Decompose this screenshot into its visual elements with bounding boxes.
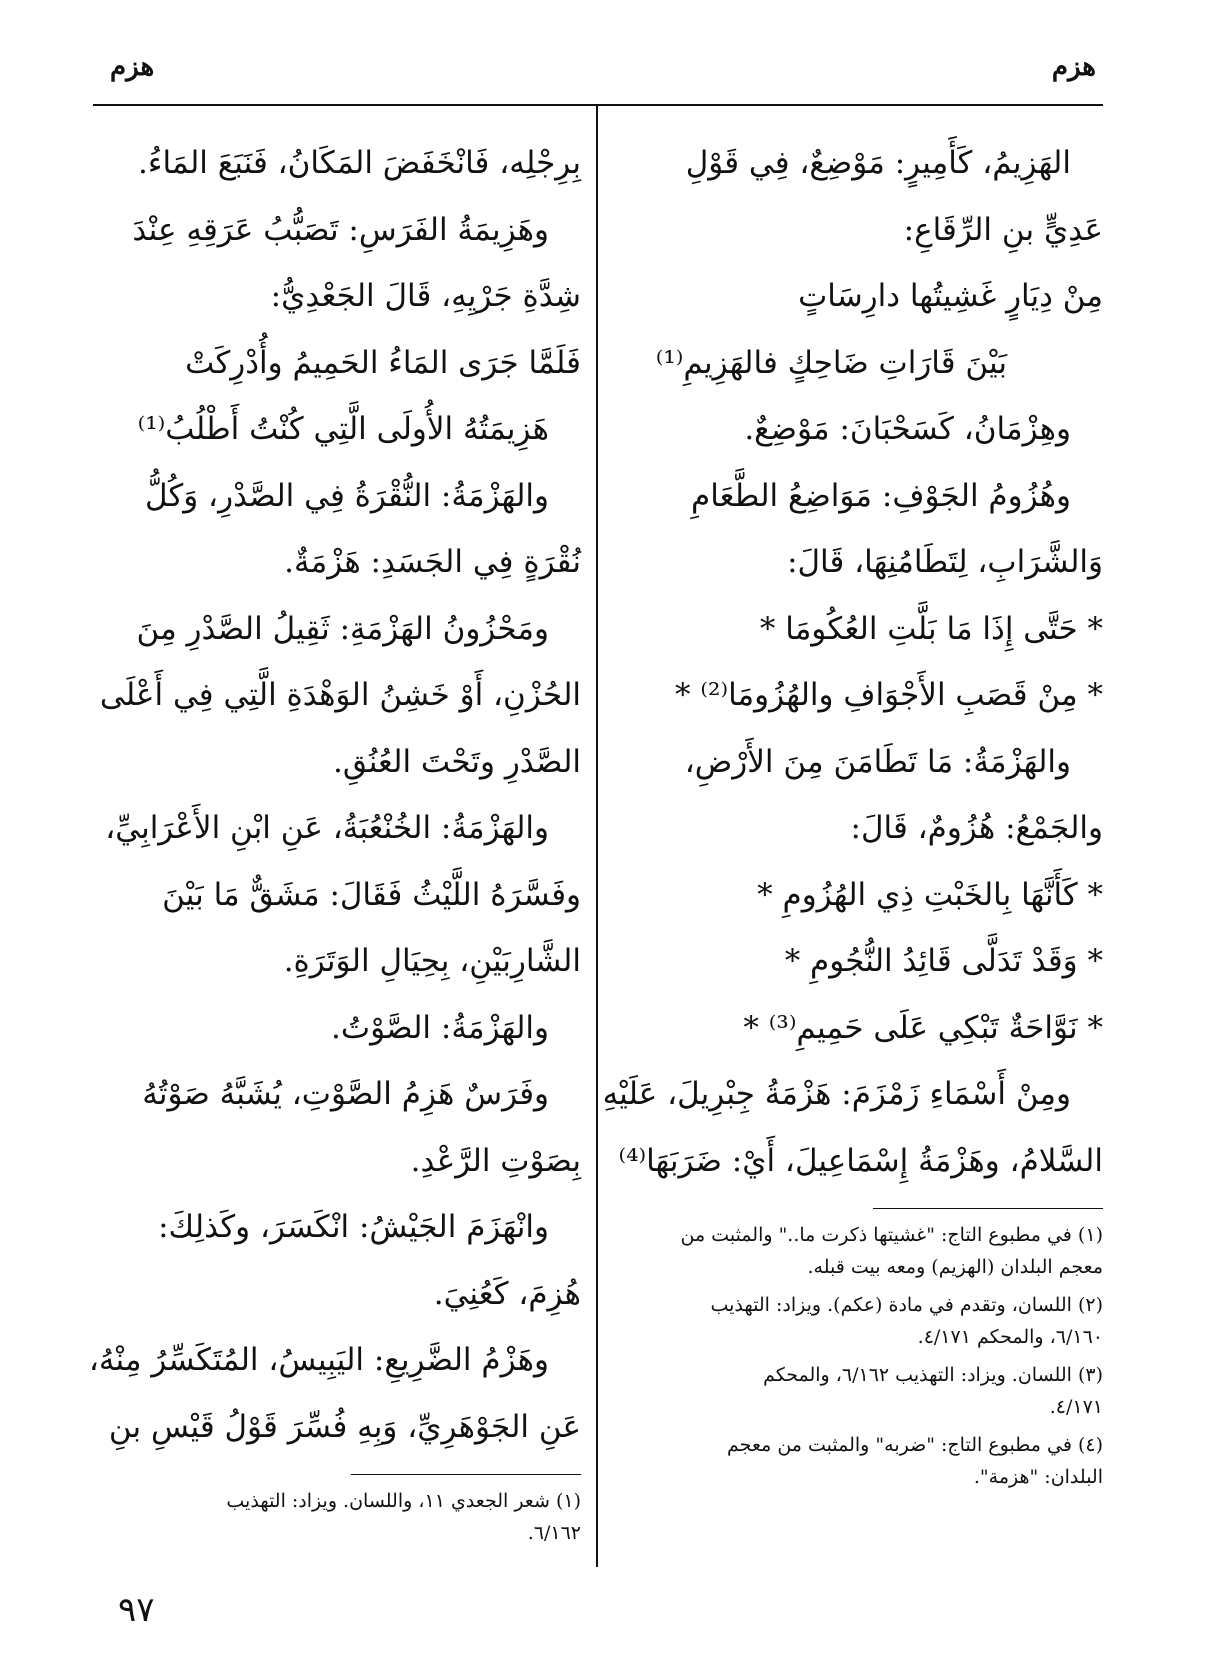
text-line: شِدَّةِ جَرْيِهِ، قَالَ الجَعْدِيُّ:	[270, 278, 581, 314]
text-line: هُزِمَ، كَعُنِيَ.	[433, 1275, 581, 1312]
footnote-rule	[873, 1208, 1103, 1209]
header-rule	[93, 104, 1103, 106]
text-line: والهَزْمَةُ: مَا تَطَامَنَ مِنَ الأَرْضِ،	[684, 743, 1071, 780]
running-header-right: هزم	[1051, 52, 1096, 82]
text-line: والجَمْعُ: هُزُومٌ، قَالَ:	[850, 810, 1103, 846]
running-header-left: هزم	[110, 52, 155, 82]
text-line: ومِنْ أَسْمَاءِ زَمْزَمَ: هَزْمَةُ جِبْرِيلَ، عَلَيْهِ	[602, 1076, 1071, 1112]
verse-line: فَلَمَّا جَرَى المَاءُ الحَمِيمُ وأُدْرِكَتْ	[185, 344, 581, 381]
verse-line: * نَوَّاحَةٌ تَبْكِي عَلَى حَمِيمِ⁽³⁾ *	[743, 1009, 1103, 1046]
footnote-line: (١) في مطبوع التاج: "غشيتها ذكرت ما.." والمثبت من	[680, 1224, 1103, 1246]
text-line: عَنِ الجَوْهَرِيِّ، وَبِهِ فُسِّرَ قَوْلُ قَيْسِ بنِ	[108, 1408, 581, 1445]
text-line: ومَحْزُونُ الهَزْمَةِ: ثَقِيلُ الصَّدْرِ مِنَ	[136, 610, 549, 647]
verse-line: * كَأَنَّهَا بِالخَبْتِ ذِي الهُزُومِ *	[757, 876, 1103, 913]
text-line: وهَزِيمَةُ الفَرَسِ: تَصَبُّبُ عَرَقِهِ عِنْدَ	[132, 211, 549, 248]
text-line: الهَزِيمُ، كَأَمِيرٍ: مَوْضِعٌ، فِي قَوْلِ	[685, 145, 1071, 181]
text-line: وهِزْمَانُ، كَسَحْبَانَ: مَوْضِعٌ.	[744, 411, 1071, 447]
verse-line: بَيْنَ قَارَاتِ ضَاحِكٍ فالهَزِيمِ⁽¹⁾	[655, 344, 1007, 381]
text-line: وهَزْمُ الضَّرِيعِ: اليَبِيسُ، المُتَكَسِّرُ مِنْهُ،	[88, 1342, 549, 1378]
text-line: وفَسَّرَهُ اللَّيْثُ فَقَالَ: مَشَقٌّ مَا بَيْنَ	[162, 876, 581, 913]
text-line: الشَّارِبَيْنِ، بِحِيَالِ الوَتَرَةِ.	[283, 943, 581, 979]
text-line: والهَزْمَةُ: الخُنْعُبَةُ، عَنِ ابْنِ الأَعْرَابِيِّ،	[105, 810, 549, 846]
footnote-rule	[351, 1474, 581, 1475]
text-line: بِصَوْتِ الرَّعْدِ.	[410, 1142, 581, 1179]
text-line: وانْهَزَمَ الجَيْشُ: انْكَسَرَ، وكَذلِكَ:	[158, 1209, 549, 1245]
footnote-line: (٤) في مطبوع التاج: "ضربه" والمثبت من معجم	[727, 1434, 1103, 1456]
page-number: ٩٧	[118, 1590, 155, 1630]
text-line: وهُزُومُ الجَوْفِ: مَوَاضِعُ الطَّعَامِ	[691, 477, 1071, 514]
footnote-line: (١) شعر الجعدي ١١، واللسان. ويزاد: التهذيب	[226, 1490, 581, 1512]
footnote-line: ٦/١٦٠، والمحكم ٤/١٧١.	[917, 1326, 1103, 1348]
text-line: عَدِيٍّ بنِ الرِّقَاعِ:	[903, 211, 1103, 248]
text-line: وَالشَّرَابِ، لِتَطَامُنِهَا، قَالَ:	[787, 544, 1103, 580]
text-line: السَّلامُ، وهَزْمَةُ إِسْمَاعِيلَ، أَيْ: ضَرَبَهَا⁽⁴⁾	[618, 1142, 1103, 1179]
verse-line: مِنْ دِيَارٍ غَشِيتُها دارِسَاتٍ	[798, 278, 1103, 314]
footnote-line: ٤/١٧١.	[1049, 1396, 1103, 1418]
right-column	[602, 130, 1103, 1493]
text-line: والهَزْمَةُ: النُّقْرَةُ فِي الصَّدْرِ، وَكُلُّ	[145, 477, 549, 514]
text-line: والهَزْمَةُ: الصَّوْتُ.	[331, 1009, 549, 1046]
text-line: بِرِجْلِه، فَانْخَفَضَ المَكَانُ، فَنَبَعَ المَاءُ.	[138, 145, 581, 181]
text-line: الحُزْنِ، أَوْ خَشِنُ الوَهْدَةِ الَّتِي فِي أَعْلَى	[99, 677, 581, 713]
text-line: نُقْرَةٍ فِي الجَسَدِ: هَزْمَةٌ.	[284, 544, 581, 580]
footnote-line: معجم البلدان (الهزيم) ومعه بيت قبله.	[807, 1256, 1103, 1278]
left-column	[88, 130, 581, 1549]
footnote-line: البلدان: "هزمة".	[973, 1466, 1103, 1488]
verse-line: * حَتَّى إِذَا مَا بَلَّتِ العُكُومَا *	[759, 610, 1103, 647]
verse-line: هَزِيمَتُهُ الأُولَى الَّتِي كُنْتُ أَطْلُبُ⁽¹⁾	[137, 411, 549, 447]
text-line: وفَرَسٌ هَزِمُ الصَّوْتِ، يُشَبَّهُ صَوْتُهُ	[142, 1076, 549, 1112]
verse-line: * وَقَدْ تَدَلَّى قَائِدُ النُّجُومِ *	[784, 943, 1103, 979]
footnote-line: (٣) اللسان. ويزاد: التهذيب ٦/١٦٢، والمحكم	[763, 1364, 1103, 1386]
column-divider	[596, 104, 598, 1567]
verse-line: * مِنْ قَصَبِ الأَجْوَافِ والهُزُومَا⁽²⁾ *	[675, 677, 1103, 713]
footnote-line: (٢) اللسان، وتقدم في مادة (عكم). ويزاد: التهذيب	[710, 1294, 1103, 1316]
footnote-line: ٦/١٦٢.	[527, 1522, 581, 1544]
text-line: الصَّدْرِ وتَحْتَ العُنُقِ.	[332, 743, 581, 780]
